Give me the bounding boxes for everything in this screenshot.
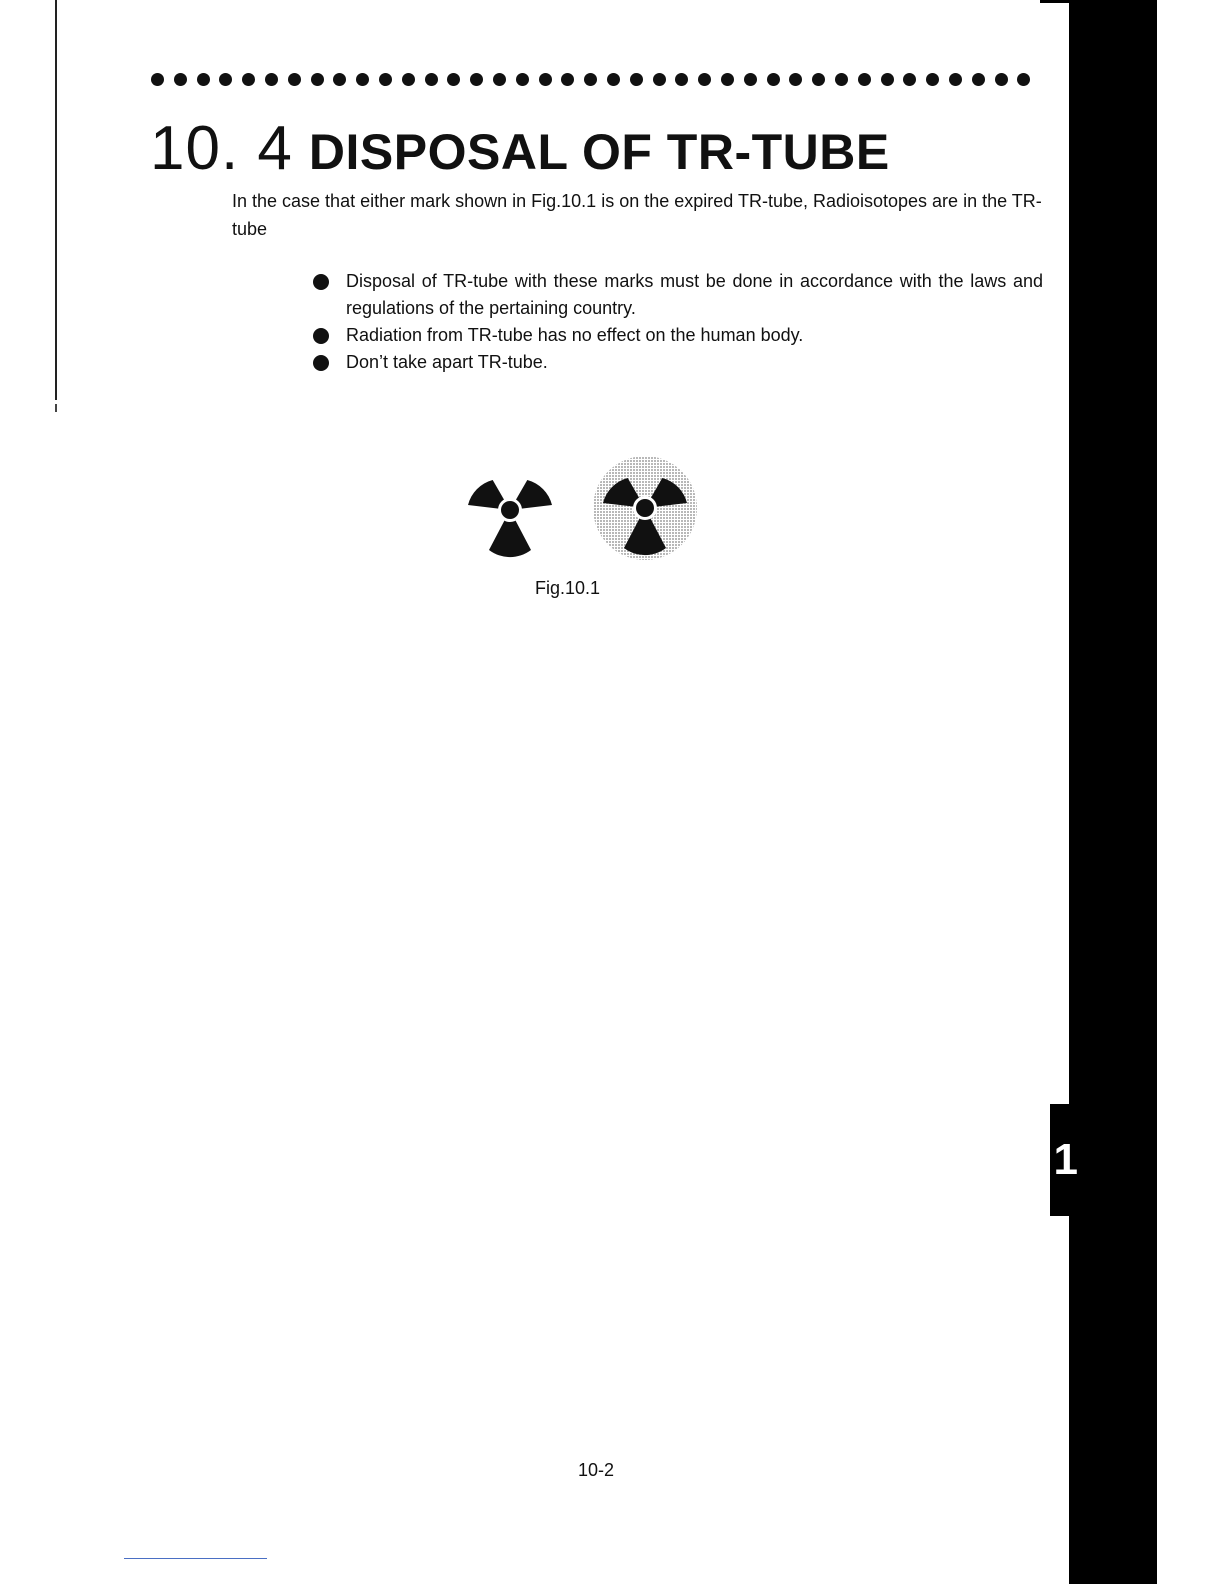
decorative-dot-row	[151, 73, 1036, 89]
decorative-dot	[425, 73, 438, 86]
decorative-dot	[219, 73, 232, 86]
bullet-list	[311, 268, 1043, 376]
decorative-dot	[470, 73, 483, 86]
decorative-dot	[858, 73, 871, 86]
decorative-dot	[333, 73, 346, 86]
decorative-dot	[584, 73, 597, 86]
decorative-dot	[539, 73, 552, 86]
decorative-dot	[174, 73, 187, 86]
decorative-dot	[653, 73, 666, 86]
decorative-dot	[630, 73, 643, 86]
left-margin-tick	[55, 404, 57, 412]
figure-caption: Fig.10.1	[535, 578, 601, 598]
decorative-dot	[1017, 73, 1030, 86]
decorative-dot	[379, 73, 392, 86]
decorative-dot	[288, 73, 301, 86]
decorative-dot	[835, 73, 848, 86]
decorative-dot	[356, 73, 369, 86]
decorative-dot	[767, 73, 780, 86]
decorative-dot	[812, 73, 825, 86]
scan-top-notch	[1040, 0, 1069, 3]
figure-10-1	[460, 455, 710, 565]
radiation-trefoil-on-grey-disc-icon	[593, 456, 697, 560]
decorative-dot	[675, 73, 688, 86]
section-heading	[150, 114, 890, 183]
section-title: DISPOSAL OF TR-TUBE	[308, 124, 890, 180]
bullet-item: Disposal of TR-tube with these marks must be done in accordance with the laws and regulations of the pertaining country.	[311, 268, 1043, 322]
decorative-dot	[493, 73, 506, 86]
radiation-trefoil-icon	[468, 480, 552, 557]
bullet-item: Don’t take apart TR-tube.	[311, 349, 1043, 376]
decorative-dot	[995, 73, 1008, 86]
scan-right-edge-bar	[1069, 0, 1157, 1584]
chapter-tab-number: 1	[1053, 1135, 1078, 1184]
decorative-dot	[972, 73, 985, 86]
decorative-dot	[698, 73, 711, 86]
decorative-dot	[447, 73, 460, 86]
decorative-dot	[265, 73, 278, 86]
bottom-link-underline	[124, 1558, 267, 1559]
decorative-dot	[561, 73, 574, 86]
chapter-tab	[1050, 1104, 1080, 1216]
decorative-dot	[744, 73, 757, 86]
decorative-dot	[949, 73, 962, 86]
left-margin-rule	[55, 0, 57, 400]
decorative-dot	[516, 73, 529, 86]
intro-paragraph: In the case that either mark shown in Fig.10.1 is on the expired TR-tube, Radioisotopes are in the TR-tube	[232, 191, 1042, 239]
decorative-dot	[402, 73, 415, 86]
decorative-dot	[151, 73, 164, 86]
decorative-dot	[926, 73, 939, 86]
decorative-dot	[903, 73, 916, 86]
section-number: 10. 4	[150, 114, 293, 183]
decorative-dot	[242, 73, 255, 86]
decorative-dot	[197, 73, 210, 86]
decorative-dot	[721, 73, 734, 86]
decorative-dot	[311, 73, 324, 86]
decorative-dot	[607, 73, 620, 86]
decorative-dot	[881, 73, 894, 86]
page-number: 10-2	[578, 1460, 615, 1480]
decorative-dot	[789, 73, 802, 86]
bullet-item: Radiation from TR-tube has no effect on the human body.	[311, 322, 1043, 349]
